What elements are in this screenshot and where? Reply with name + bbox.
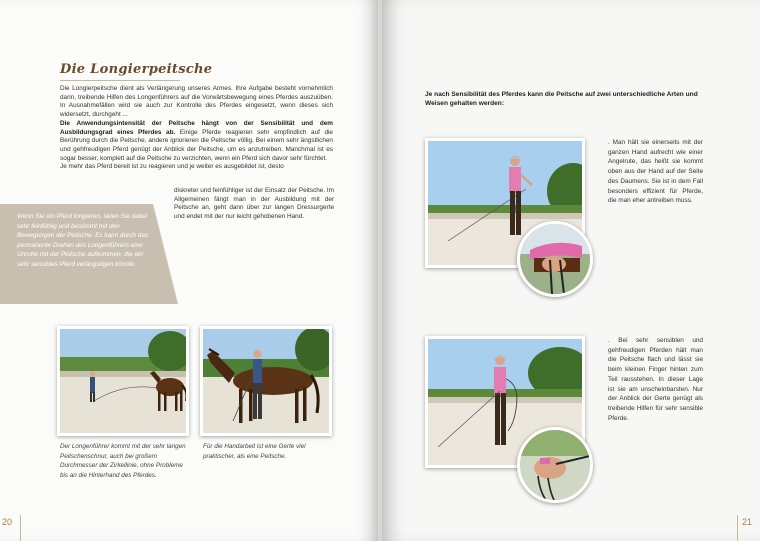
title-underline — [60, 80, 180, 81]
body-paragraph-3: Je mehr das Pferd bereit ist zu reagieren und je weiter es ausgebildet ist, desto — [60, 163, 284, 171]
page-number-right: 21 — [742, 517, 753, 527]
page-number-divider-left — [20, 515, 21, 541]
text-grip-flat: . Bei sehr sensiblen und gehfreudigen Pferden hält man die Peitsche flach und lässt sie beim kleinen Finger hinten zum Teil rausstehen. In dieser Lage ist sie am unscheinbarsten. Nur der Anblick der Gerte genügt als treibende Hilfen für sehr sensible Pferde. — [608, 337, 703, 422]
callout-text: Wenn Sie ein Pferd longieren, seien Sie dabei sehr feinfühlig und bestimmt mit den Bewegungen der Peitsche. Es kann durch das permanente Drehen des Longenführers eine Unruhe mit der Peitsche aufkommen, die ein sehr sensibles Pferd verängstigen könnte. — [17, 213, 149, 268]
inset-hand-grip-1 — [517, 221, 593, 297]
right-page — [382, 0, 760, 541]
photo-handwork-gerte — [200, 326, 332, 436]
body-text-continued — [174, 187, 334, 222]
left-page — [0, 0, 378, 541]
body-paragraph-bold: Die Anwendungsintensität der Peitsche hängt von der Sensibilität und dem Ausbildungsgrad eines Pferdes ab. — [60, 119, 333, 136]
body-paragraph-4: diskreter und feinfühliger ist der Einsatz der Peitsche. Im Allgemeinen fängt man in der Ausbildung mit der Peitsche an, geht dann über zur langen Dressurgerte und endet mit der nur leicht gehobenen Hand. — [174, 187, 334, 221]
body-text — [60, 85, 333, 172]
caption-photo-2: Für die Handarbeit ist eine Gerte viel praktischer, als eine Peitsche. — [203, 443, 306, 460]
text-grip-upright: . Man hält sie einerseits mit der ganzen Hand aufrecht wie einer Angelrute, das heißt sie kommt oben aus der Hand auf der Seite des Daumens. Sie ist in dem Fall besonders effizient für Pferde, die man eher antreiben muss. — [608, 139, 703, 205]
body-paragraph-1: Die Longierpeitsche dient als Verlängerung unseres Armes. Ihre Aufgabe besteht vornehmlich darin, treibende Hilfen des Longenführers auf die Vorwärtsbewegung eines Pferdes auszuüben. In Ausnahmefällen wird sie auch zur Kontrolle des Pferdes eingesetzt, wenn dieses sich widersetzt, durchgeht ... — [60, 85, 333, 119]
caption-photo-1: Der Longenführer kommt mit der sehr langen Peitschenschnur, auch bei großem Durchmesser der Zirkellinie, ohne Probleme bis an die Hinterhand des Pferdes. — [60, 443, 186, 479]
body-paragraph-2: Einige Pferde reagieren sehr empfindlich auf die Berührung durch die Peitsche, andere ignorieren die Peitsche völlig. Bei einem sehr ängstlichen und gehfreudigen Pferd genügt der Anblick der Peitsche, um es anzutreiben. Manchmal ist es sogar besser, komplett auf die Peitsche zu verzichten, wenn ein Pferd sich davor sehr fürchtet. — [60, 128, 333, 162]
page-number-left: 20 — [2, 517, 13, 527]
inset-hand-grip-2 — [517, 427, 593, 503]
chapter-title: Die Longierpeitsche — [60, 62, 213, 77]
intro-text: Je nach Sensibilität des Pferdes kann die Peitsche auf zwei unterschiedliche Arten und Weisen gehalten werden: — [425, 91, 698, 108]
photo-lunging-long-whip — [57, 326, 189, 436]
page-number-divider-right — [737, 515, 738, 541]
